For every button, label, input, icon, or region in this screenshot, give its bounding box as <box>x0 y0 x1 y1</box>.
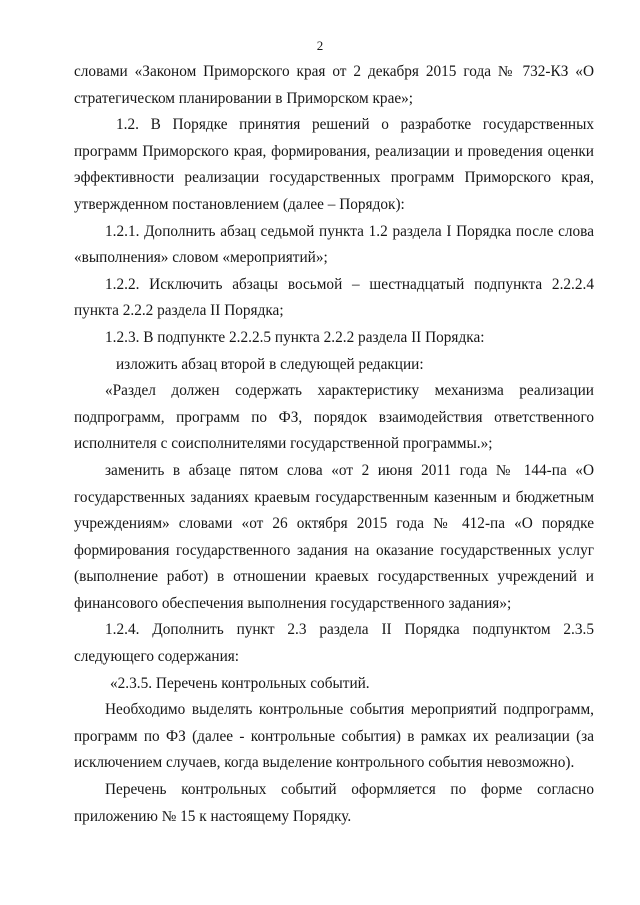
paragraph-1-2-1: 1.2.1. Дополнить абзац седьмой пункта 1.2 раздела I Порядка после слова «выполнения» словом «мероприятий»; <box>74 222 594 267</box>
paragraph-quote-section: «Раздел должен содержать характеристику механизма реализации подпрограмм, программ по ФЗ, порядок взаимодействия ответственного исполнителя с соисполнителями государственной программы.»; <box>74 382 594 453</box>
paragraph-control-events: Необходимо выделять контрольные события мероприятий подпрограмм, программ по ФЗ (далее - контрольные события) в рамках их реализации (за исключением случаев, когда выделение контрольного события невозможно). <box>74 701 594 772</box>
paragraph-1-2: 1.2. В Порядке принятия решений о разработке государственных программ Приморского края, формирования, реализации и проведения оценки эффективности реализации государственных программ Приморского края, утвержденном постановлением (далее – Порядок): <box>74 116 594 213</box>
document-body <box>74 59 594 830</box>
paragraph-list-form: Перечень контрольных событий оформляется по форме согласно приложению № 15 к настоящему Порядку. <box>74 781 594 825</box>
paragraph-2-3-5-heading: «2.3.5. Перечень контрольных событий. <box>110 674 370 692</box>
paragraph-replace-words: заменить в абзаце пятом слова «от 2 июня 2011 года № 144-па «О государственных заданиях краевым государственным казенным и бюджетным учреждениям» словами «от 26 октября 2015 года № 412-па «О порядке формирования государственного задания на оказание государственных услуг (выполнение работ) в отношении краевых государственных учреждений и финансового обеспечения выполнения государственного задания»; <box>74 461 594 612</box>
paragraph-1-2-3: 1.2.3. В подпункте 2.2.2.5 пункта 2.2.2 раздела II Порядка: <box>105 328 485 346</box>
paragraph-1-2-4: 1.2.4. Дополнить пункт 2.3 раздела II Порядка подпунктом 2.3.5 следующего содержания: <box>74 621 594 666</box>
paragraph-edit-second: изложить абзац второй в следующей редакции: <box>116 355 424 373</box>
paragraph-continuation: словами «Законом Приморского края от 2 декабря 2015 года № 732-КЗ «О стратегическом планировании в Приморском крае»; <box>74 63 594 107</box>
paragraph-1-2-2: 1.2.2. Исключить абзацы восьмой – шестнадцатый подпункта 2.2.2.4 пункта 2.2.2 раздела II Порядка; <box>74 275 594 320</box>
page-number: 2 <box>316 38 324 53</box>
